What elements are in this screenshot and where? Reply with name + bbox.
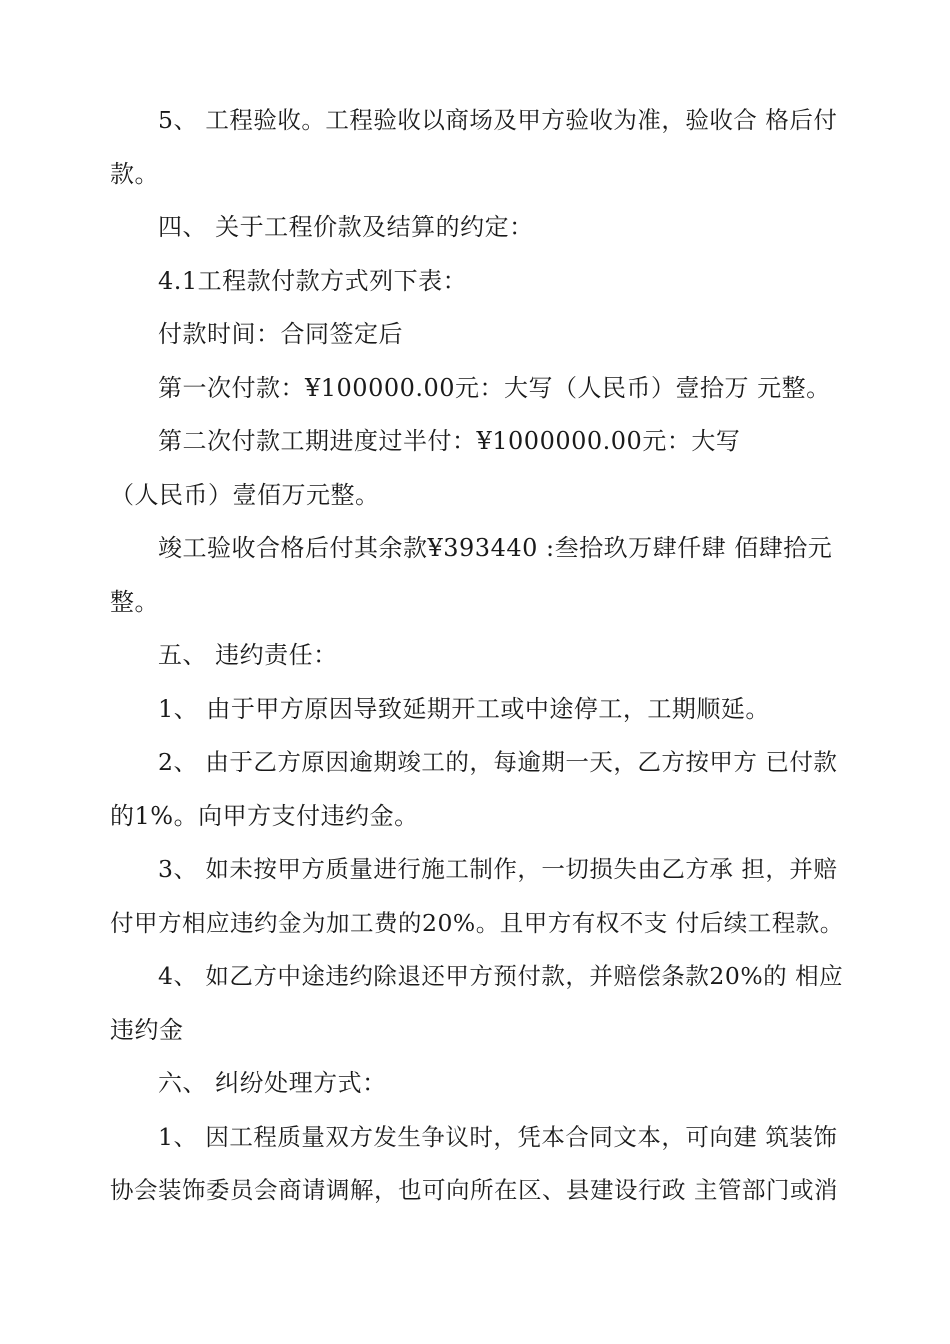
- text-line: 2、 由于乙方原因逾期竣工的，每逾期一天，乙方按甲方 已付款: [158, 748, 838, 776]
- text-line: 4、 如乙方中途违约除退还甲方预付款，并赔偿条款20%的 相应: [158, 962, 844, 990]
- text-line: 违约金: [110, 1016, 184, 1044]
- text-line: 竣工验收合格后付其余款¥393440 :叁拾玖万肆仟肆 佰肆拾元: [158, 534, 833, 562]
- text-line: 整。: [110, 588, 159, 616]
- text-line: 五、 违约责任：: [158, 641, 338, 669]
- text-line: 协会装饰委员会商请调解，也可向所在区、县建设行政 主管部门或消: [110, 1176, 838, 1204]
- text-line: 四、 关于工程价款及结算的约定：: [158, 213, 534, 241]
- text-line: 3、 如未按甲方质量进行施工制作，一切损失由乙方承 担，并赔: [158, 855, 838, 883]
- text-line: 付甲方相应违约金为加工费的20%。且甲方有权不支 付后续工程款。: [110, 909, 844, 937]
- text-line: 1、 因工程质量双方发生争议时，凭本合同文本，可向建 筑装饰: [158, 1123, 838, 1151]
- text-line: 六、 纠纷处理方式：: [158, 1069, 387, 1097]
- text-line: 1、 由于甲方原因导致延期开工或中途停工，工期顺延。: [158, 695, 770, 723]
- text-line: 4.1工程款付款方式列下表：: [158, 267, 468, 295]
- text-line: 5、 工程验收。工程验收以商场及甲方验收为准，验收合 格后付: [158, 106, 838, 134]
- text-line: 款。: [110, 160, 159, 188]
- text-line: （人民币）壹佰万元整。: [110, 481, 380, 509]
- text-line: 付款时间：合同签定后: [158, 320, 403, 348]
- text-line: 的1%。向甲方支付违约金。: [110, 802, 419, 830]
- text-line: 第一次付款：¥100000.00元：大写（人民币）壹拾万 元整。: [158, 374, 831, 402]
- text-line: 第二次付款工期进度过半付：¥1000000.00元：大写: [158, 427, 741, 455]
